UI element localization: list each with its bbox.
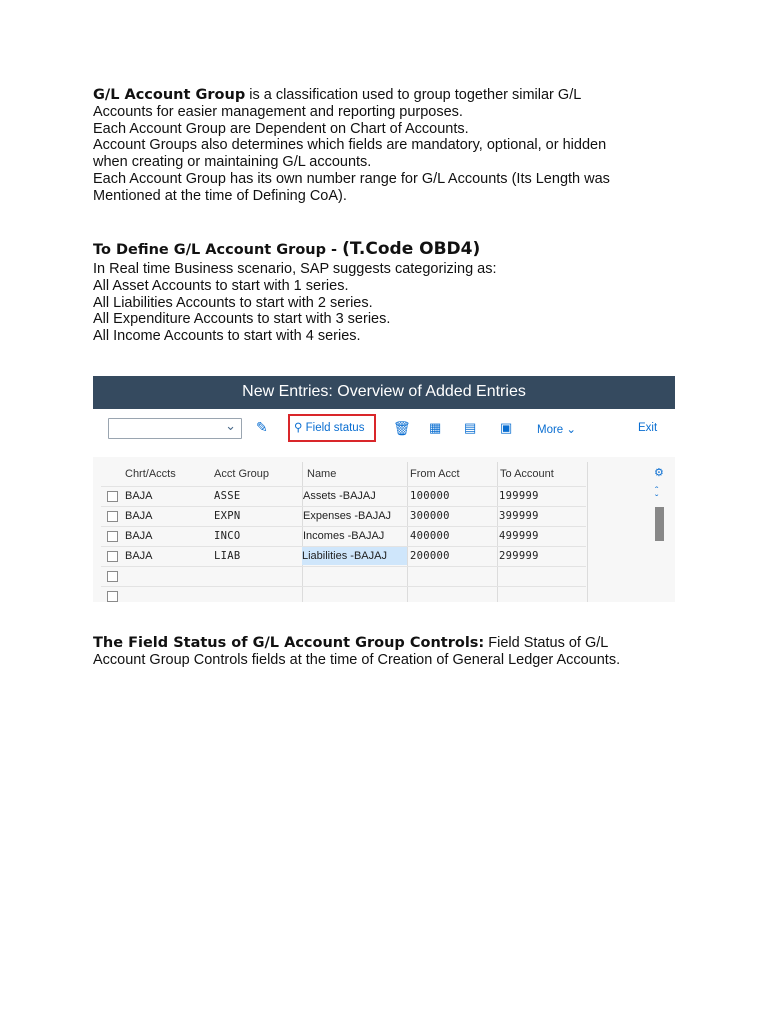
cell-group: LIAB — [214, 550, 241, 562]
define-line: All Income Accounts to start with 4 series. — [93, 328, 361, 345]
row-select-checkbox[interactable] — [107, 571, 118, 582]
row-select-checkbox[interactable] — [107, 531, 118, 542]
row-select-checkbox[interactable] — [107, 591, 118, 602]
cell-group: EXPN — [214, 510, 241, 522]
more-label: More — [537, 424, 564, 436]
cell-name: Expenses -BAJAJ — [303, 510, 392, 522]
cell-name: Incomes -BAJAJ — [303, 530, 385, 542]
intro-line: Accounts for easier management and reporting purposes. — [93, 103, 463, 120]
cell-to: 299999 — [499, 550, 539, 562]
more-menu[interactable] — [537, 422, 576, 436]
cell-chart: BAJA — [125, 550, 153, 562]
scrollbar[interactable] — [655, 507, 664, 541]
column-header[interactable]: Name — [307, 468, 337, 480]
cell-chart: BAJA — [125, 490, 153, 502]
search-icon: ⚲ — [294, 422, 303, 434]
column-header[interactable]: Acct Group — [214, 468, 270, 480]
delete-icon[interactable]: 🗑 — [393, 420, 411, 436]
row-select-checkbox[interactable] — [107, 551, 118, 562]
intro-line: Account Groups also determines which fields are mandatory, optional, or hidden — [93, 137, 607, 154]
grid-details-icon[interactable]: ▣ — [500, 420, 513, 435]
cell-to: 499999 — [499, 530, 539, 542]
scroll-up-icon[interactable]: ˆ — [655, 486, 659, 497]
define-line: In Real time Business scenario, SAP suggests categorizing as: — [93, 261, 497, 277]
intro-line: Each Account Group are Dependent on Chart of Accounts. — [93, 120, 469, 137]
intro-first-line: is a classification used to group together similar G/L — [245, 87, 582, 103]
field-status-button[interactable] — [288, 414, 376, 442]
intro-line: when creating or maintaining G/L accounts. — [93, 154, 372, 171]
column-header[interactable]: To Account — [500, 468, 554, 480]
sap-screenshot — [93, 376, 675, 602]
sap-toolbar — [93, 409, 675, 457]
define-line: All Expenditure Accounts to start with 3 series. — [93, 311, 391, 328]
tcode-label: (T.Code OBD4) — [342, 239, 481, 259]
column-header[interactable]: From Acct — [410, 468, 460, 480]
cell-from: 100000 — [410, 490, 450, 502]
cell-group: INCO — [214, 530, 241, 542]
cell-chart: BAJA — [125, 510, 153, 522]
grid-deselect-icon[interactable]: ▤ — [464, 420, 477, 435]
define-heading: To Define G/L Account Group - — [93, 242, 343, 258]
cell-group: ASSE — [214, 490, 241, 502]
field-status-heading: The Field Status of G/L Account Group Controls: — [93, 635, 485, 651]
intro-line: Mentioned at the time of Defining CoA). — [93, 187, 347, 204]
settings-icon[interactable]: ⚙ — [654, 467, 664, 479]
chevron-down-icon: ⌄ — [566, 424, 577, 436]
define-line: All Liabilities Accounts to start with 2 series. — [93, 294, 373, 311]
define-section — [93, 238, 683, 345]
cell-name: Assets -BAJAJ — [303, 490, 376, 502]
intro-line: Each Account Group has its own number range for G/L Accounts (Its Length was — [93, 170, 610, 187]
field-status-paragraph — [93, 635, 683, 669]
cell-from: 400000 — [410, 530, 450, 542]
cell-from: 300000 — [410, 510, 450, 522]
scroll-down-icon[interactable]: ˇ — [655, 494, 659, 505]
variant-select[interactable] — [108, 418, 242, 439]
column-header[interactable]: Chrt/Accts — [125, 468, 176, 480]
intro-paragraph — [93, 87, 683, 205]
cell-name-selected[interactable]: Liabilities -BAJAJ — [302, 547, 407, 565]
cell-to: 199999 — [499, 490, 539, 502]
row-select-checkbox[interactable] — [107, 511, 118, 522]
grid-select-icon[interactable]: ▦ — [429, 420, 442, 435]
sap-window-title: New Entries: Overview of Added Entries — [93, 376, 675, 409]
row-select-checkbox[interactable] — [107, 491, 118, 502]
field-status-line: Account Group Controls fields at the time of Creation of General Ledger Accounts. — [93, 651, 621, 668]
exit-button[interactable]: Exit — [638, 422, 658, 434]
field-status-text: Field Status of G/L — [484, 635, 609, 651]
cell-from: 200000 — [410, 550, 450, 562]
cell-to: 399999 — [499, 510, 539, 522]
define-line: All Asset Accounts to start with 1 series. — [93, 277, 349, 294]
chevron-down-icon: ⌄ — [225, 418, 236, 433]
field-status-label: Field status — [305, 422, 365, 434]
edit-pen-icon[interactable]: ✎ — [256, 419, 268, 435]
cell-chart: BAJA — [125, 530, 153, 542]
term-g-l-account-group: G/L Account Group — [93, 87, 246, 103]
